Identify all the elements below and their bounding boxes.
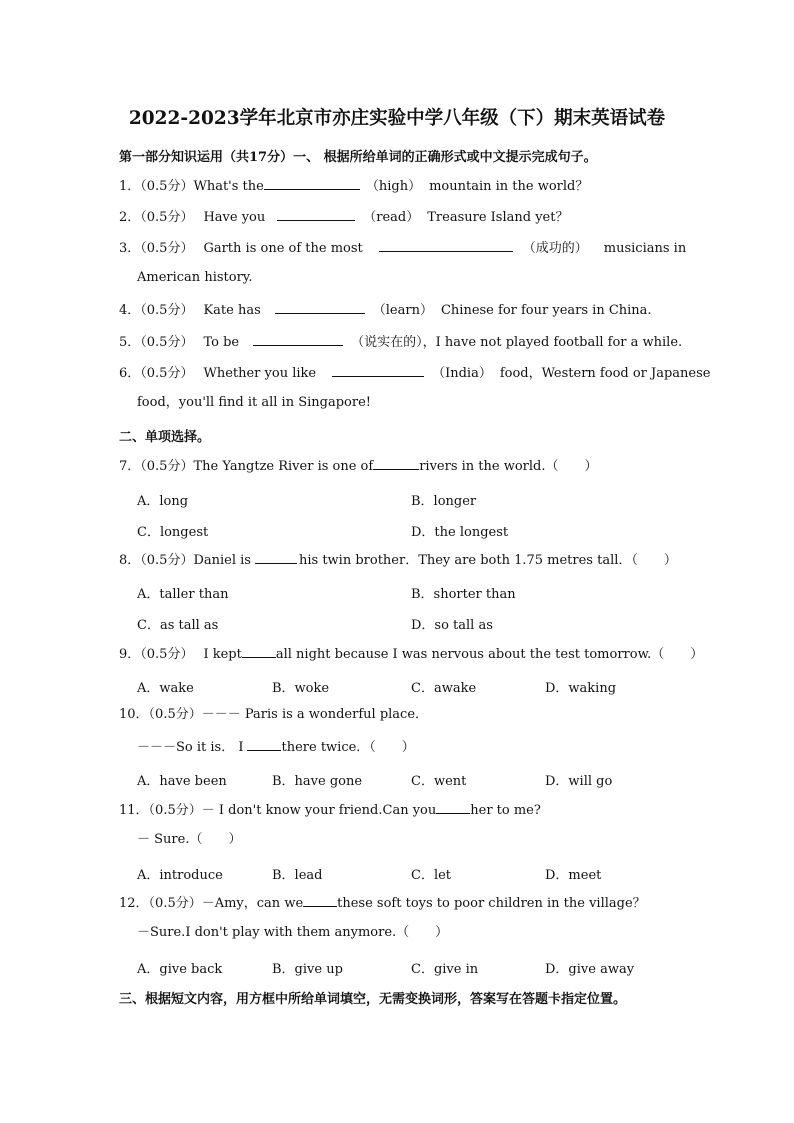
question-text: Daniel is [193, 553, 251, 568]
hint: （成功的） [522, 241, 588, 256]
question-text: all night because I was nervous about the test tomorrow.（ ） [275, 647, 704, 662]
question-text: The Yangtze River is one of [193, 459, 374, 474]
question-text: I kept [203, 647, 242, 662]
question-5 [119, 333, 682, 351]
hint: （high） [365, 179, 422, 194]
hint: （India） [432, 366, 492, 381]
option-d[interactable]: D．meet [545, 868, 602, 883]
option-d[interactable]: D．will go [545, 774, 613, 789]
question-text: －－－So it is． I [137, 740, 244, 755]
question-text: To be [203, 335, 240, 350]
question-12-line2: －Sure.I don't play with them anymore.（ ） [137, 925, 449, 940]
page-title: 2022-2023学年北京市亦庄实验中学八年级（下）期末英语试卷 [128, 108, 666, 129]
question-number: 11．（0.5分） [119, 803, 202, 818]
question-8 [119, 551, 677, 569]
part3-heading: 三、根据短文内容，用方框中所给单词填空，无需变换词形，答案写在答题卡指定位置。 [119, 992, 627, 1007]
question-text: his twin brother．They are both 1.75 metres tall．（ ） [298, 553, 677, 568]
question-text: there twice．（ ） [281, 740, 415, 755]
option-b[interactable]: B．give up [272, 962, 343, 977]
option-a[interactable]: A．introduce [137, 868, 223, 883]
question-3 [119, 239, 686, 257]
answer-blank[interactable] [242, 645, 276, 658]
option-b[interactable]: B．have gone [272, 774, 363, 789]
hint: （learn） [372, 303, 433, 318]
part2-heading: 二、单项选择。 [119, 430, 211, 445]
option-c[interactable]: C．give in [411, 962, 479, 977]
question-7 [119, 457, 598, 475]
question-text: Have you [203, 210, 266, 225]
question-number: 10．（0.5分） [119, 707, 202, 722]
option-d[interactable]: D．give away [545, 962, 635, 977]
question-6 [119, 364, 711, 382]
question-text: ，I have not played football for a while. [422, 335, 683, 350]
answer-blank[interactable] [332, 364, 424, 377]
option-d[interactable]: D．the longest [411, 525, 509, 540]
question-4 [119, 301, 652, 319]
question-number: 6．（0.5分） [119, 366, 194, 381]
option-a[interactable]: A．give back [137, 962, 223, 977]
question-10-line2 [137, 738, 415, 756]
question-text: these soft toys to poor children in the village？ [337, 896, 646, 911]
hint: （read） [363, 210, 420, 225]
answer-blank[interactable] [373, 457, 419, 470]
option-c[interactable]: C．awake [411, 681, 477, 696]
question-6-continued: food，you'll find it all in Singapore! [137, 395, 372, 410]
question-text: Whether you like [203, 366, 317, 381]
question-text: What's the [193, 179, 264, 194]
question-text: mountain in the world？ [429, 179, 589, 194]
answer-blank[interactable] [255, 551, 297, 564]
option-c[interactable]: C．let [411, 868, 452, 883]
question-2 [119, 208, 568, 226]
question-text: Kate has [203, 303, 261, 318]
question-text: Treasure Island yet？ [427, 210, 569, 225]
question-number: 5．（0.5分） [119, 335, 194, 350]
option-a[interactable]: A．have been [137, 774, 227, 789]
question-text: food，Western food or Japanese [499, 366, 711, 381]
answer-blank[interactable] [264, 177, 360, 190]
answer-blank[interactable] [253, 333, 343, 346]
option-b[interactable]: B．lead [272, 868, 323, 883]
option-c[interactable]: C．as tall as [137, 618, 219, 633]
option-d[interactable]: D．waking [545, 681, 617, 696]
question-text: － I don't know your friend.Can you [201, 803, 437, 818]
answer-blank[interactable] [436, 801, 470, 814]
answer-blank[interactable] [303, 894, 337, 907]
option-c[interactable]: C．longest [137, 525, 209, 540]
question-text: musicians in [603, 241, 687, 256]
question-text: rivers in the world.（ ） [419, 459, 598, 474]
question-11-line2: － Sure.（ ） [137, 832, 242, 847]
answer-blank[interactable] [247, 738, 281, 751]
option-b[interactable]: B．shorter than [411, 587, 516, 602]
question-number: 8．（0.5分） [119, 553, 194, 568]
option-a[interactable]: A．wake [137, 681, 194, 696]
question-number: 4．（0.5分） [119, 303, 194, 318]
question-number: 7．（0.5分） [119, 459, 194, 474]
question-text: Chinese for four years in China. [440, 303, 652, 318]
question-text: －Amy，can we [201, 896, 304, 911]
question-text: her to me? [470, 803, 541, 818]
question-number: 3．（0.5分） [119, 241, 194, 256]
question-10 [119, 707, 428, 723]
option-a[interactable]: A．taller than [137, 587, 229, 602]
question-9 [119, 645, 703, 663]
hint: （说实在的） [351, 335, 423, 350]
option-b[interactable]: B．woke [272, 681, 330, 696]
answer-blank[interactable] [277, 208, 355, 221]
option-d[interactable]: D．so tall as [411, 618, 493, 633]
question-text: Garth is one of the most [203, 241, 363, 256]
question-number: 1．（0.5分） [119, 179, 194, 194]
question-number: 9．（0.5分） [119, 647, 194, 662]
answer-blank[interactable] [379, 239, 513, 252]
question-number: 2．（0.5分） [119, 210, 194, 225]
question-text: －－－ Paris is a wonderful place． [201, 707, 429, 722]
part1-heading: 第一部分知识运用（共17分）一、 根据所给单词的正确形式或中文提示完成句子。 [119, 150, 597, 165]
question-number: 12．（0.5分） [119, 896, 202, 911]
question-1 [119, 177, 588, 195]
option-b[interactable]: B．longer [411, 494, 477, 509]
question-12 [119, 894, 646, 912]
answer-blank[interactable] [275, 301, 365, 314]
question-11 [119, 801, 541, 819]
option-c[interactable]: C．went [411, 774, 467, 789]
question-3-continued: American history. [137, 270, 253, 285]
option-a[interactable]: A．long [137, 494, 189, 509]
